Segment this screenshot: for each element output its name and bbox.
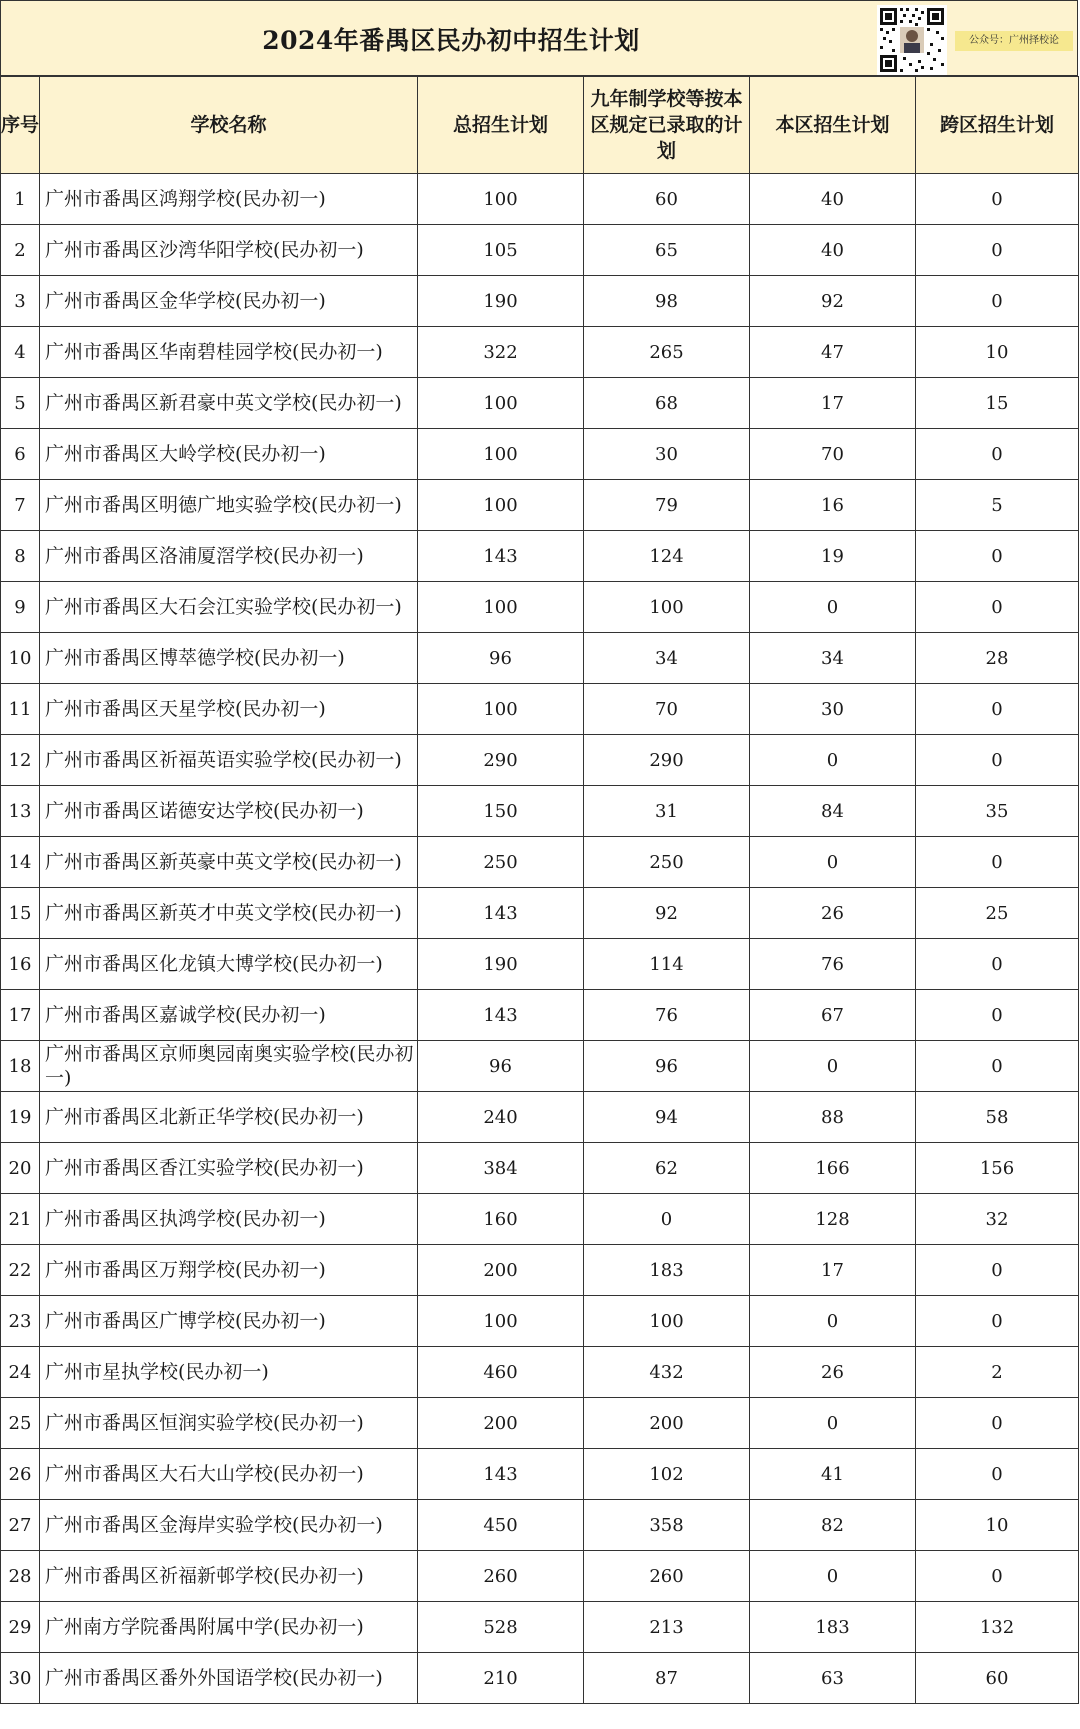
cell-school-name: 广州市番禺区祈福新邨学校(民办初一) xyxy=(40,1551,418,1602)
column-header-admitted: 九年制学校等按本区规定已录取的计划 xyxy=(584,77,750,174)
cell-school-name: 广州市番禺区诺德安达学校(民办初一) xyxy=(40,786,418,837)
cell-admitted: 0 xyxy=(584,1194,750,1245)
cell-cross: 0 xyxy=(916,990,1079,1041)
cell-local: 183 xyxy=(750,1602,916,1653)
cell-index: 30 xyxy=(1,1653,40,1704)
cell-local: 0 xyxy=(750,1041,916,1092)
cell-local: 92 xyxy=(750,276,916,327)
cell-cross: 10 xyxy=(916,1500,1079,1551)
cell-admitted: 98 xyxy=(584,276,750,327)
cell-cross: 0 xyxy=(916,1041,1079,1092)
cell-local: 16 xyxy=(750,480,916,531)
cell-local: 41 xyxy=(750,1449,916,1500)
table-row xyxy=(1,531,1079,582)
cell-school-name: 广州市番禺区大岭学校(民办初一) xyxy=(40,429,418,480)
cell-admitted: 290 xyxy=(584,735,750,786)
cell-total: 143 xyxy=(418,1449,584,1500)
table-row xyxy=(1,837,1079,888)
cell-index: 9 xyxy=(1,582,40,633)
account-label: 公众号：广州择校论 xyxy=(955,31,1073,51)
cell-total: 100 xyxy=(418,582,584,633)
cell-local: 128 xyxy=(750,1194,916,1245)
cell-cross: 0 xyxy=(916,225,1079,276)
table-row xyxy=(1,735,1079,786)
cell-index: 3 xyxy=(1,276,40,327)
cell-local: 30 xyxy=(750,684,916,735)
cell-total: 100 xyxy=(418,378,584,429)
cell-admitted: 100 xyxy=(584,582,750,633)
cell-school-name: 广州市番禺区新英豪中英文学校(民办初一) xyxy=(40,837,418,888)
table-row xyxy=(1,990,1079,1041)
cell-school-name: 广州市番禺区金华学校(民办初一) xyxy=(40,276,418,327)
cell-cross: 132 xyxy=(916,1602,1079,1653)
cell-school-name: 广州市番禺区北新正华学校(民办初一) xyxy=(40,1092,418,1143)
cell-index: 27 xyxy=(1,1500,40,1551)
cell-admitted: 70 xyxy=(584,684,750,735)
cell-local: 166 xyxy=(750,1143,916,1194)
table-row xyxy=(1,174,1079,225)
cell-index: 13 xyxy=(1,786,40,837)
cell-admitted: 94 xyxy=(584,1092,750,1143)
table-row xyxy=(1,1500,1079,1551)
cell-index: 7 xyxy=(1,480,40,531)
cell-index: 19 xyxy=(1,1092,40,1143)
table-row xyxy=(1,225,1079,276)
cell-local: 40 xyxy=(750,225,916,276)
column-header-local: 本区招生计划 xyxy=(750,77,916,174)
table-row xyxy=(1,684,1079,735)
cell-cross: 15 xyxy=(916,378,1079,429)
cell-local: 34 xyxy=(750,633,916,684)
cell-index: 18 xyxy=(1,1041,40,1092)
cell-total: 290 xyxy=(418,735,584,786)
cell-cross: 0 xyxy=(916,939,1079,990)
table-body xyxy=(1,174,1079,1704)
cell-admitted: 102 xyxy=(584,1449,750,1500)
cell-school-name: 广州市番禺区广博学校(民办初一) xyxy=(40,1296,418,1347)
table-row xyxy=(1,582,1079,633)
cell-local: 0 xyxy=(750,1551,916,1602)
cell-index: 1 xyxy=(1,174,40,225)
cell-school-name: 广州市番禺区大石会江实验学校(民办初一) xyxy=(40,582,418,633)
cell-local: 26 xyxy=(750,1347,916,1398)
cell-admitted: 213 xyxy=(584,1602,750,1653)
table-row xyxy=(1,1092,1079,1143)
cell-admitted: 65 xyxy=(584,225,750,276)
cell-total: 160 xyxy=(418,1194,584,1245)
cell-cross: 0 xyxy=(916,1551,1079,1602)
table-row xyxy=(1,888,1079,939)
cell-index: 4 xyxy=(1,327,40,378)
cell-total: 100 xyxy=(418,1296,584,1347)
cell-total: 143 xyxy=(418,990,584,1041)
cell-local: 0 xyxy=(750,837,916,888)
table-header-row xyxy=(1,77,1079,174)
cell-total: 260 xyxy=(418,1551,584,1602)
table-row xyxy=(1,429,1079,480)
cell-cross: 0 xyxy=(916,1398,1079,1449)
cell-school-name: 广州市番禺区番外外国语学校(民办初一) xyxy=(40,1653,418,1704)
cell-index: 20 xyxy=(1,1143,40,1194)
cell-local: 0 xyxy=(750,1296,916,1347)
cell-total: 150 xyxy=(418,786,584,837)
cell-cross: 156 xyxy=(916,1143,1079,1194)
title-bar xyxy=(0,0,1078,76)
cell-total: 200 xyxy=(418,1398,584,1449)
cell-school-name: 广州市番禺区香江实验学校(民办初一) xyxy=(40,1143,418,1194)
cell-index: 22 xyxy=(1,1245,40,1296)
cell-admitted: 31 xyxy=(584,786,750,837)
cell-school-name: 广州市番禺区新英才中英文学校(民办初一) xyxy=(40,888,418,939)
cell-total: 460 xyxy=(418,1347,584,1398)
cell-cross: 35 xyxy=(916,786,1079,837)
column-header-total: 总招生计划 xyxy=(418,77,584,174)
cell-cross: 5 xyxy=(916,480,1079,531)
cell-local: 70 xyxy=(750,429,916,480)
cell-index: 6 xyxy=(1,429,40,480)
table-row xyxy=(1,1194,1079,1245)
column-header-index: 序号 xyxy=(1,77,40,174)
cell-total: 210 xyxy=(418,1653,584,1704)
cell-total: 96 xyxy=(418,1041,584,1092)
cell-admitted: 114 xyxy=(584,939,750,990)
cell-local: 19 xyxy=(750,531,916,582)
cell-cross: 32 xyxy=(916,1194,1079,1245)
cell-admitted: 100 xyxy=(584,1296,750,1347)
cell-total: 100 xyxy=(418,684,584,735)
cell-cross: 0 xyxy=(916,1449,1079,1500)
cell-local: 17 xyxy=(750,1245,916,1296)
cell-total: 190 xyxy=(418,939,584,990)
cell-cross: 0 xyxy=(916,837,1079,888)
cell-total: 250 xyxy=(418,837,584,888)
cell-cross: 0 xyxy=(916,531,1079,582)
cell-admitted: 432 xyxy=(584,1347,750,1398)
enrollment-table xyxy=(0,76,1079,1704)
cell-admitted: 260 xyxy=(584,1551,750,1602)
cell-admitted: 62 xyxy=(584,1143,750,1194)
cell-local: 0 xyxy=(750,735,916,786)
cell-school-name: 广州市番禺区金海岸实验学校(民办初一) xyxy=(40,1500,418,1551)
table-row xyxy=(1,1602,1079,1653)
cell-school-name: 广州市星执学校(民办初一) xyxy=(40,1347,418,1398)
cell-total: 96 xyxy=(418,633,584,684)
table-row xyxy=(1,1296,1079,1347)
cell-total: 143 xyxy=(418,888,584,939)
cell-total: 190 xyxy=(418,276,584,327)
table-row xyxy=(1,378,1079,429)
cell-total: 384 xyxy=(418,1143,584,1194)
cell-local: 84 xyxy=(750,786,916,837)
cell-school-name: 广州市番禺区新君豪中英文学校(民办初一) xyxy=(40,378,418,429)
cell-admitted: 60 xyxy=(584,174,750,225)
cell-admitted: 250 xyxy=(584,837,750,888)
cell-admitted: 79 xyxy=(584,480,750,531)
cell-admitted: 358 xyxy=(584,1500,750,1551)
cell-school-name: 广州市番禺区博萃德学校(民办初一) xyxy=(40,633,418,684)
cell-admitted: 124 xyxy=(584,531,750,582)
cell-total: 143 xyxy=(418,531,584,582)
cell-index: 26 xyxy=(1,1449,40,1500)
cell-school-name: 广州市番禺区沙湾华阳学校(民办初一) xyxy=(40,225,418,276)
cell-index: 15 xyxy=(1,888,40,939)
cell-index: 28 xyxy=(1,1551,40,1602)
table-row xyxy=(1,327,1079,378)
cell-local: 17 xyxy=(750,378,916,429)
table-row xyxy=(1,1398,1079,1449)
cell-total: 100 xyxy=(418,174,584,225)
cell-cross: 0 xyxy=(916,735,1079,786)
cell-index: 14 xyxy=(1,837,40,888)
cell-total: 105 xyxy=(418,225,584,276)
cell-admitted: 76 xyxy=(584,990,750,1041)
cell-cross: 10 xyxy=(916,327,1079,378)
cell-cross: 0 xyxy=(916,1245,1079,1296)
qr-code-icon xyxy=(877,5,947,75)
cell-total: 240 xyxy=(418,1092,584,1143)
table-row xyxy=(1,276,1079,327)
cell-cross: 0 xyxy=(916,174,1079,225)
cell-index: 16 xyxy=(1,939,40,990)
cell-local: 82 xyxy=(750,1500,916,1551)
cell-local: 0 xyxy=(750,582,916,633)
cell-school-name: 广州市番禺区化龙镇大博学校(民办初一) xyxy=(40,939,418,990)
cell-local: 67 xyxy=(750,990,916,1041)
cell-school-name: 广州市番禺区明德广地实验学校(民办初一) xyxy=(40,480,418,531)
cell-admitted: 96 xyxy=(584,1041,750,1092)
cell-cross: 0 xyxy=(916,582,1079,633)
table-row xyxy=(1,1653,1079,1704)
table-row xyxy=(1,939,1079,990)
cell-school-name: 广州市番禺区华南碧桂园学校(民办初一) xyxy=(40,327,418,378)
cell-index: 23 xyxy=(1,1296,40,1347)
cell-cross: 0 xyxy=(916,276,1079,327)
table-row xyxy=(1,1551,1079,1602)
cell-admitted: 34 xyxy=(584,633,750,684)
cell-admitted: 68 xyxy=(584,378,750,429)
cell-total: 528 xyxy=(418,1602,584,1653)
cell-index: 24 xyxy=(1,1347,40,1398)
cell-cross: 2 xyxy=(916,1347,1079,1398)
cell-school-name: 广州市番禺区恒润实验学校(民办初一) xyxy=(40,1398,418,1449)
cell-admitted: 92 xyxy=(584,888,750,939)
cell-total: 100 xyxy=(418,429,584,480)
table-row xyxy=(1,1245,1079,1296)
cell-local: 40 xyxy=(750,174,916,225)
cell-school-name: 广州市番禺区洛浦厦滘学校(民办初一) xyxy=(40,531,418,582)
cell-admitted: 30 xyxy=(584,429,750,480)
cell-total: 200 xyxy=(418,1245,584,1296)
cell-local: 26 xyxy=(750,888,916,939)
page-title: 2024年番禺区民办初中招生计划 xyxy=(262,26,640,55)
cell-index: 25 xyxy=(1,1398,40,1449)
cell-total: 450 xyxy=(418,1500,584,1551)
column-header-school: 学校名称 xyxy=(40,77,418,174)
cell-local: 63 xyxy=(750,1653,916,1704)
cell-school-name: 广州市番禺区大石大山学校(民办初一) xyxy=(40,1449,418,1500)
cell-index: 10 xyxy=(1,633,40,684)
cell-school-name: 广州市番禺区执鸿学校(民办初一) xyxy=(40,1194,418,1245)
cell-total: 322 xyxy=(418,327,584,378)
cell-cross: 28 xyxy=(916,633,1079,684)
column-header-cross: 跨区招生计划 xyxy=(916,77,1079,174)
cell-school-name: 广州市番禺区万翔学校(民办初一) xyxy=(40,1245,418,1296)
table-row xyxy=(1,1449,1079,1500)
cell-admitted: 200 xyxy=(584,1398,750,1449)
cell-school-name: 广州市番禺区鸿翔学校(民办初一) xyxy=(40,174,418,225)
cell-school-name: 广州市番禺区天星学校(民办初一) xyxy=(40,684,418,735)
cell-school-name: 广州市番禺区嘉诚学校(民办初一) xyxy=(40,990,418,1041)
cell-local: 47 xyxy=(750,327,916,378)
cell-local: 76 xyxy=(750,939,916,990)
cell-cross: 58 xyxy=(916,1092,1079,1143)
cell-cross: 25 xyxy=(916,888,1079,939)
cell-school-name: 广州市番禺区京师奥园南奥实验学校(民办初一) xyxy=(40,1041,418,1092)
cell-index: 29 xyxy=(1,1602,40,1653)
table-row xyxy=(1,1347,1079,1398)
cell-index: 12 xyxy=(1,735,40,786)
cell-index: 17 xyxy=(1,990,40,1041)
cell-index: 2 xyxy=(1,225,40,276)
cell-index: 8 xyxy=(1,531,40,582)
table-row xyxy=(1,1041,1079,1092)
cell-admitted: 87 xyxy=(584,1653,750,1704)
cell-local: 88 xyxy=(750,1092,916,1143)
cell-local: 0 xyxy=(750,1398,916,1449)
cell-index: 5 xyxy=(1,378,40,429)
cell-index: 11 xyxy=(1,684,40,735)
table-row xyxy=(1,1143,1079,1194)
cell-cross: 60 xyxy=(916,1653,1079,1704)
cell-total: 100 xyxy=(418,480,584,531)
cell-cross: 0 xyxy=(916,1296,1079,1347)
cell-school-name: 广州南方学院番禺附属中学(民办初一) xyxy=(40,1602,418,1653)
cell-admitted: 183 xyxy=(584,1245,750,1296)
cell-admitted: 265 xyxy=(584,327,750,378)
table-row xyxy=(1,480,1079,531)
cell-school-name: 广州市番禺区祈福英语实验学校(民办初一) xyxy=(40,735,418,786)
cell-cross: 0 xyxy=(916,684,1079,735)
table-row xyxy=(1,633,1079,684)
cell-cross: 0 xyxy=(916,429,1079,480)
table-row xyxy=(1,786,1079,837)
cell-index: 21 xyxy=(1,1194,40,1245)
